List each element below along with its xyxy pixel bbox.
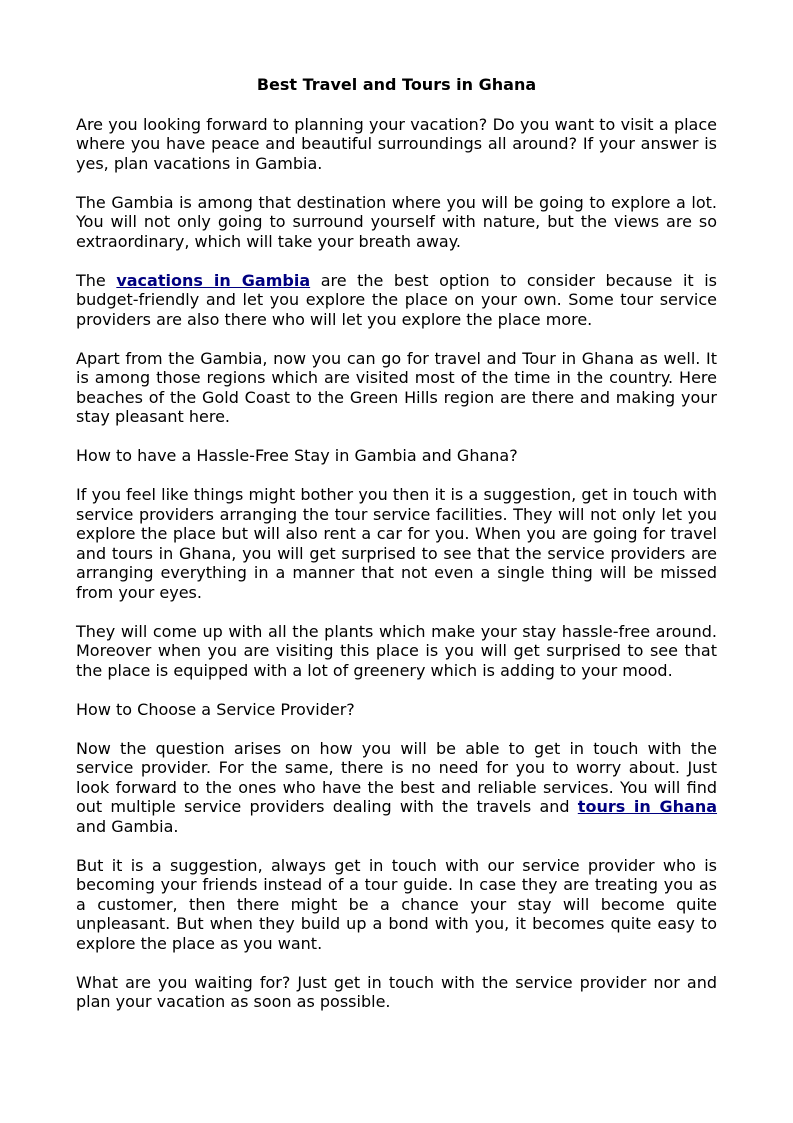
vacations-in-gambia-link[interactable]: vacations in Gambia — [116, 270, 311, 290]
paragraph-text: The — [76, 270, 117, 290]
page-title: Best Travel and Tours in Ghana — [256, 75, 537, 94]
paragraph-text: are the best option to consider because it is budget-friendly and let you explore the place on your own. Some tour service providers are also there who will let you explore the place more. — [76, 270, 717, 329]
paragraph-find-provider — [76, 739, 717, 837]
paragraph-vacations-gambia — [76, 271, 717, 330]
paragraph-intro: Are you looking forward to planning your vacation? Do you want to visit a place where you have peace and beautiful surroundings all around? If your answer is yes, plan vacations in Gambia. — [76, 114, 717, 173]
heading-hassle-free-stay: How to have a Hassle-Free Stay in Gambia and Ghana? — [76, 446, 518, 465]
paragraph-suggestion: But it is a suggestion, always get in touch with our service provider who is becoming your friends instead of a tour guide. In case they are treating you as a customer, then there might be a chance your stay will become quite unpleasant. But when they build up a bond with you, it becomes quite easy to explore the place as you want. — [76, 855, 717, 953]
paragraph-closing: What are you waiting for? Just get in touch with the service provider nor and plan your vacation as soon as possible. — [76, 972, 717, 1011]
paragraph-text: and Gambia. — [76, 816, 179, 836]
paragraph-gambia-destination: The Gambia is among that destination where you will be going to explore a lot. You will not only going to surround yourself with nature, but the views are so extraordinary, which will take your breath away. — [76, 192, 717, 251]
paragraph-greenery: They will come up with all the plants which make your stay hassle-free around. Moreover when you are visiting this place is you will get surprised to see that the place is equipped with a lot of greenery which is adding to your mood. — [76, 621, 717, 680]
tours-in-ghana-link[interactable]: tours in Ghana — [577, 797, 718, 816]
paragraph-text: Now the question arises on how you will be able to get in touch with the service provider. For the same, there is no need for you to worry about. Just look forward to the ones who have the best and reliable services. You will find out multiple service providers dealing with the travels and — [76, 738, 717, 816]
paragraph-service-providers: If you feel like things might bother you then it is a suggestion, get in touch with service providers arranging the tour service facilities. They will not only let you explore the place but will also rent a car for you. When you are going for travel and tours in Ghana, you will get surprised to see that the service providers are arranging everything in a manner that not even a single thing will be missed from your eyes. — [76, 485, 717, 602]
heading-choose-provider: How to Choose a Service Provider? — [76, 699, 355, 719]
paragraph-ghana-travel: Apart from the Gambia, now you can go for travel and Tour in Ghana as well. It is among those regions which are visited most of the time in the country. Here beaches of the Gold Coast to the Green Hills region are there and making your stay pleasant here. — [76, 348, 717, 426]
